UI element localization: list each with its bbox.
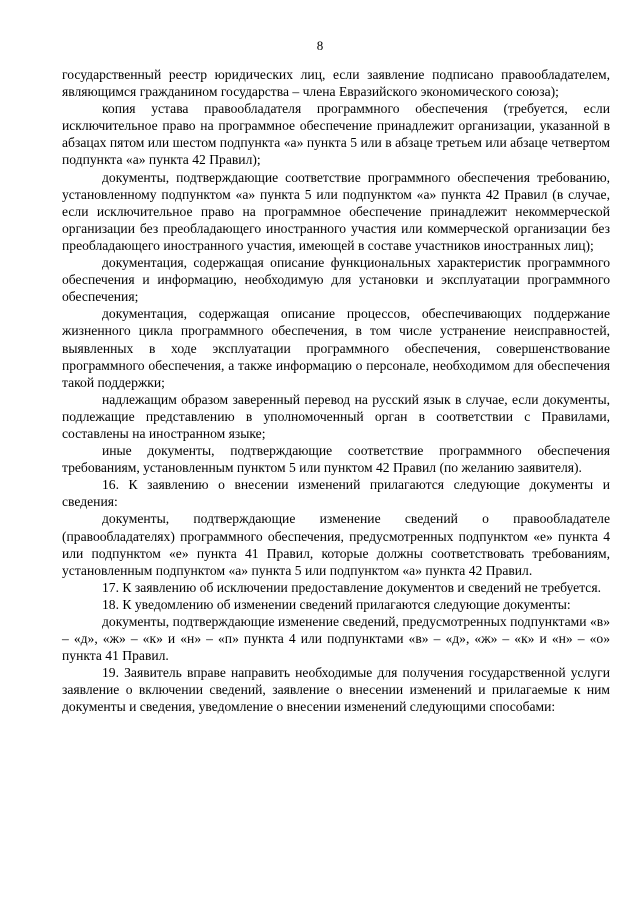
paragraph-registry-continuation: государственный реестр юридических лиц, если заявление подписано правообладателем, являющимся гражданином государства – члена Евразийского экономического союза); <box>62 67 610 100</box>
paragraph-item-18-documents: документы, подтверждающие изменение сведений, предусмотренных подпунктами «в» – «д», «ж» – «к» и «н» – «п» пункта 4 или подпунктами «в» – «д», «ж» – «к» и «н» – «о» пункта 41 Правил. <box>62 614 610 664</box>
paragraph-certified-translation: надлежащим образом заверенный перевод на русский язык в случае, если документы, подлежащие представлению в уполномоченный орган в соответствии с Правилами, составлены на иностранном языке; <box>62 391 610 441</box>
page-number: 8 <box>316 38 324 53</box>
paragraph-other-documents: иные документы, подтверждающие соответствие программного обеспечения требованиям, установленным пунктом 5 или пунктом 42 Правил (по желанию заявителя). <box>62 443 610 476</box>
paragraph-item-18: 18. К уведомлению об изменении сведений прилагаются следующие документы: <box>102 596 571 612</box>
paragraph-functional-documentation: документация, содержащая описание функциональных характеристик программного обеспечения и информацию, необходимую для установки и эксплуатации программного обеспечения; <box>62 255 610 305</box>
paragraph-compliance-documents: документы, подтверждающие соответствие программного обеспечения требованию, установленному подпунктом «а» пункта 5 или подпунктом «а» пункта 42 Правил (в случае, если исключительное право на программное обеспечение принадлежит некоммерческой организации без преобладающего иностранного участия или коммерческой организации без преобладающего иностранного участия, имеющей в составе участников иностранных лиц); <box>62 169 610 253</box>
paragraph-charter-copy: копия устава правообладателя программного обеспечения (требуется, если исключительное право на программное обеспечение принадлежит организации, указанной в абзацах пятом или шестом подпункта «а» пункта 5 или в абзаце третьем или абзаце четвертом подпункта «а» пункта 42 Правил); <box>62 101 610 168</box>
page-body <box>62 66 610 716</box>
paragraph-item-19: 19. Заявитель вправе направить необходимые для получения государственной услуги заявление о включении сведений, заявление о внесении изменений и прилагаемые к ним документы и сведения, уведомление о внесении изменений следующими способами: <box>62 665 610 715</box>
paragraph-item-17: 17. К заявлению об исключении предоставление документов и сведений не требуется. <box>102 579 601 595</box>
paragraph-item-16-documents: документы, подтверждающие изменение сведений о правообладателе (правообладателях) программного обеспечения, предусмотренных подпунктом «е» пункта 4 или подпунктом «е» пункта 41 Правил, которые должны соответствовать требованиям, установленным подпунктом «а» пункта 5 или подпунктом «а» пункта 42 Правил. <box>62 511 610 578</box>
paragraph-item-16: 16. К заявлению о внесении изменений прилагаются следующие документы и сведения: <box>62 477 610 510</box>
paragraph-lifecycle-documentation: документация, содержащая описание процессов, обеспечивающих поддержание жизненного цикла программного обеспечения, в том числе устранение неисправностей, выявленных в ходе эксплуатации программного обеспечения, совершенствование программного обеспечения, а также информацию о персонале, необходимом для обеспечения такой поддержки; <box>62 306 610 390</box>
